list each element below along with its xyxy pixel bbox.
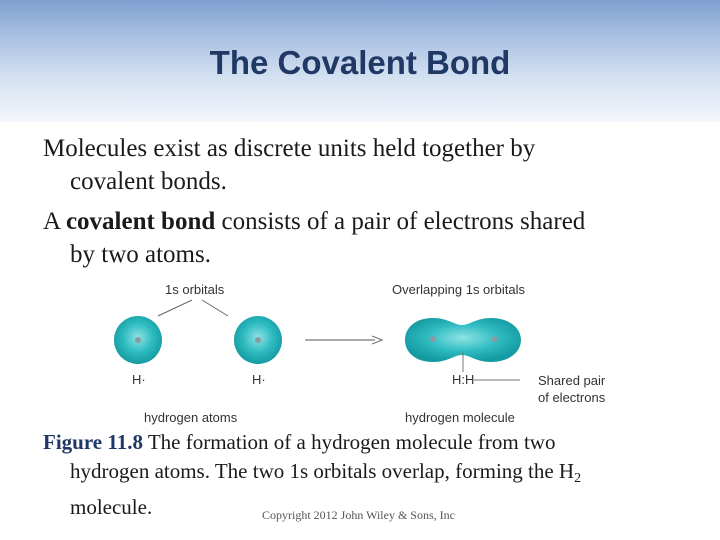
figure-caption-label: Figure 11.8	[43, 430, 143, 454]
paragraph-molecules-line1: Molecules exist as discrete units held together by	[43, 135, 536, 162]
label-shared-pair-line1: Shared pair	[538, 373, 606, 388]
paragraph-molecules-line2: covalent bonds.	[70, 168, 227, 195]
nucleus-molecule-left-icon	[430, 336, 436, 342]
term-covalent-bond: covalent bond	[65, 208, 216, 235]
paragraph-covalent-line2: by two atoms.	[70, 241, 211, 268]
figure-caption-text1: The formation of a hydrogen molecule from two	[142, 430, 556, 454]
copyright-notice: Copyright 2012 John Wiley & Sons, Inc	[262, 508, 455, 522]
figure-caption-line2	[43, 457, 703, 493]
label-h-molecule: H:H	[452, 372, 475, 387]
slide-title: The Covalent Bond	[209, 44, 511, 81]
label-shared-pair-line2: of electrons	[538, 390, 606, 405]
label-overlapping-orbitals: Overlapping 1s orbitals	[392, 282, 525, 297]
figure-caption-subscript: 2	[574, 471, 582, 486]
label-hydrogen-molecule: hydrogen molecule	[405, 410, 515, 425]
nucleus-right-icon	[255, 337, 261, 343]
leader-line-left	[158, 300, 192, 316]
figure-caption-text2: hydrogen atoms. The two 1s orbitals overlap, forming the H	[70, 459, 575, 483]
label-1s-orbitals: 1s orbitals	[165, 282, 225, 297]
label-h-atom-right: H·	[252, 372, 266, 387]
hydrogen-bond-figure	[100, 276, 640, 426]
paragraph-covalent-rest: consists of a pair of electrons shared	[215, 208, 586, 235]
nucleus-molecule-right-icon	[492, 336, 498, 342]
leader-line-right	[202, 300, 228, 316]
label-h-atom-left: H·	[132, 372, 146, 387]
nucleus-left-icon	[135, 337, 141, 343]
label-hydrogen-atoms: hydrogen atoms	[144, 410, 238, 425]
paragraph-covalent-prefix: A	[43, 208, 66, 235]
figure-caption-text3: molecule.	[70, 495, 153, 519]
paragraph-covalent-bond	[43, 205, 683, 271]
paragraph-molecules	[43, 132, 683, 198]
